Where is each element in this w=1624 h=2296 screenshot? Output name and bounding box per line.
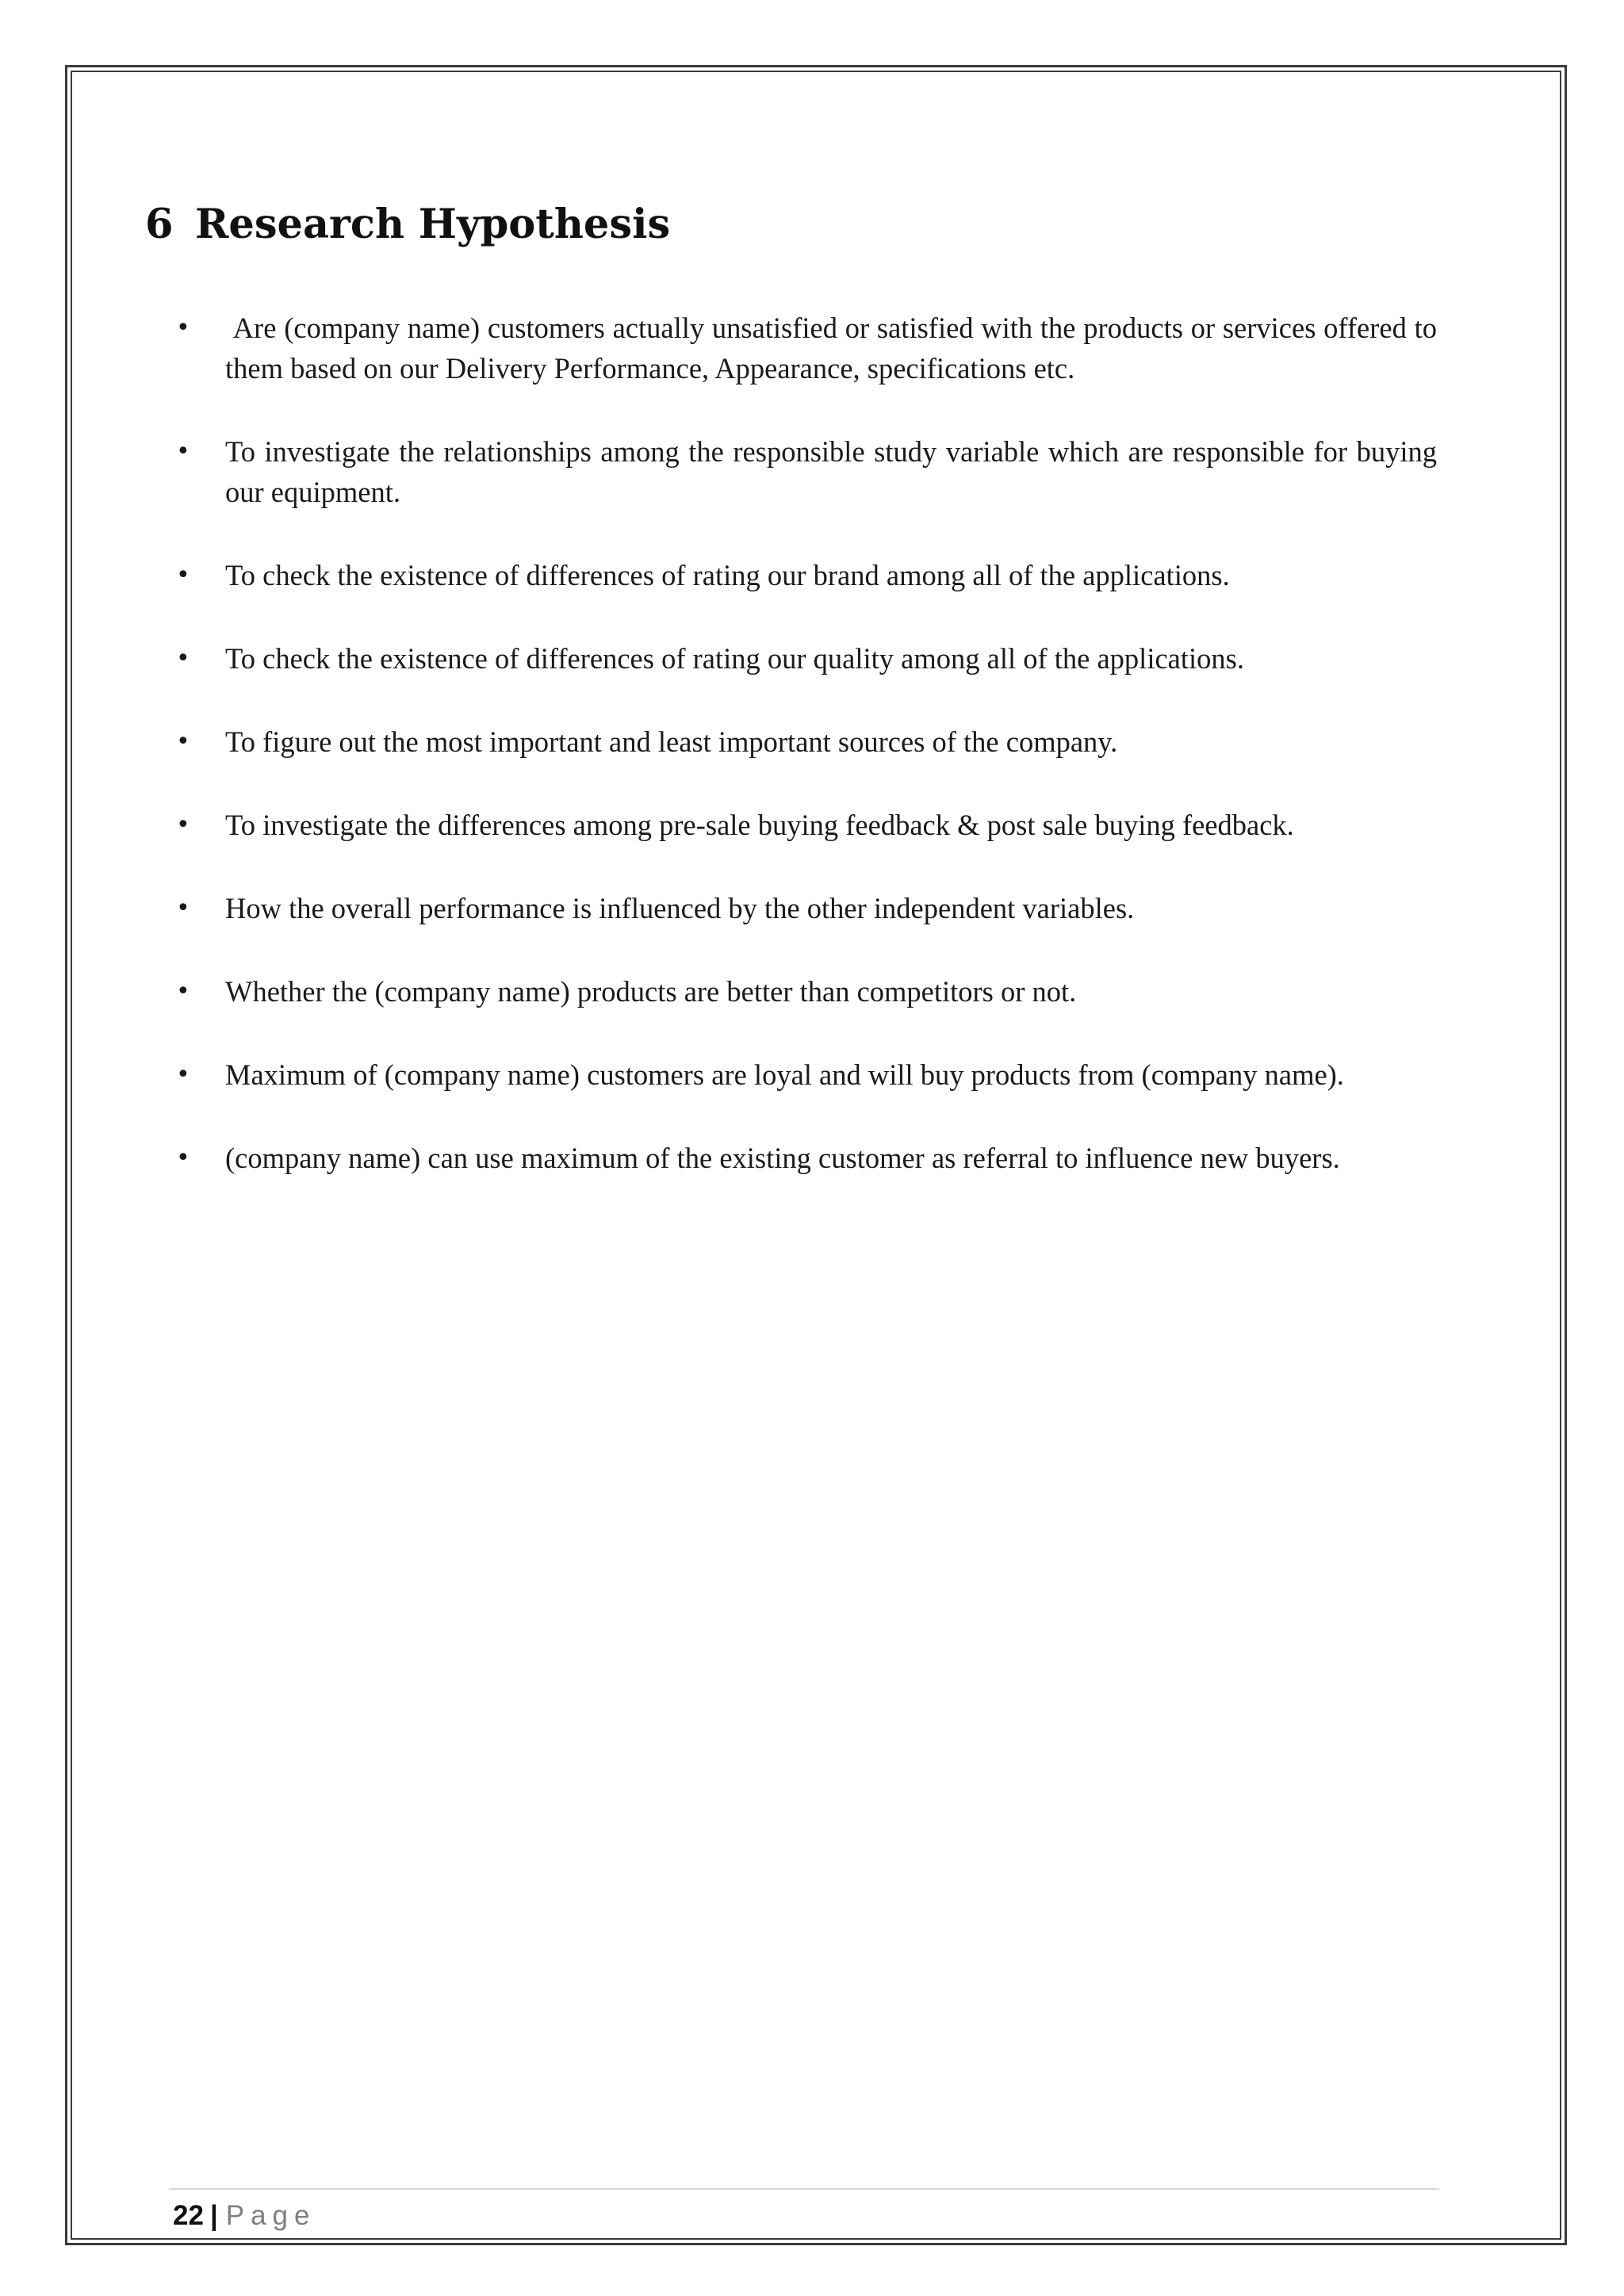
section-title: Research Hypothesis: [195, 201, 671, 248]
list-item-text: How the overall performance is influenced by the other independent variables.: [225, 892, 1135, 924]
list-item-text: To check the existence of differences of rating our quality among all of the applications.: [225, 642, 1244, 675]
page-label: Page: [225, 2200, 316, 2231]
bullet-icon: •: [176, 1144, 190, 1172]
bullet-icon: •: [176, 314, 190, 342]
list-item-text: Maximum of (company name) customers are loyal and will buy products from (company name).: [225, 1058, 1344, 1091]
list-item-text: To figure out the most important and least important sources of the company.: [225, 725, 1118, 758]
footer-separator: |: [209, 2200, 218, 2231]
list-item-text: To investigate the differences among pre-sale buying feedback & post sale buying feedback.: [225, 809, 1294, 841]
list-item: [173, 555, 1437, 595]
bullet-icon: •: [176, 1061, 190, 1089]
list-item-text: Are (company name) customers actually unsatisfied or satisfied with the products or services offered to them based on our Delivery Performance, Appearance, specifications etc.: [225, 312, 1445, 385]
bullet-icon: •: [176, 645, 190, 672]
list-item-text: Whether the (company name) products are better than competitors or not.: [225, 975, 1077, 1008]
bullet-icon: •: [176, 894, 190, 922]
list-item: [173, 1054, 1437, 1095]
bullet-icon: •: [176, 811, 190, 839]
list-item: [173, 638, 1437, 679]
list-item-text: To check the existence of differences of rating our brand among all of the applications.: [225, 559, 1230, 591]
list-item: [173, 431, 1437, 512]
page-footer: [173, 2198, 316, 2233]
list-item-text: (company name) can use maximum of the existing customer as referral to influence new buyers.: [225, 1142, 1340, 1174]
list-item: [173, 971, 1437, 1012]
section-heading: [145, 197, 670, 252]
list-item-text: To investigate the relationships among the responsible study variable which are responsible for buying our equipment.: [225, 435, 1437, 508]
bullet-icon: •: [176, 728, 190, 756]
list-item: [173, 308, 1445, 388]
page-number: 22: [173, 2200, 204, 2231]
list-item: [173, 888, 1437, 928]
bullet-icon: •: [176, 978, 190, 1005]
list-item: [173, 721, 1437, 762]
section-number: 6: [145, 201, 174, 248]
bullet-icon: •: [176, 438, 190, 465]
list-item: [173, 805, 1437, 845]
bullet-icon: •: [176, 561, 190, 589]
hypothesis-list: [173, 308, 1445, 1221]
footer-divider: [169, 2188, 1439, 2190]
list-item: [173, 1138, 1437, 1178]
